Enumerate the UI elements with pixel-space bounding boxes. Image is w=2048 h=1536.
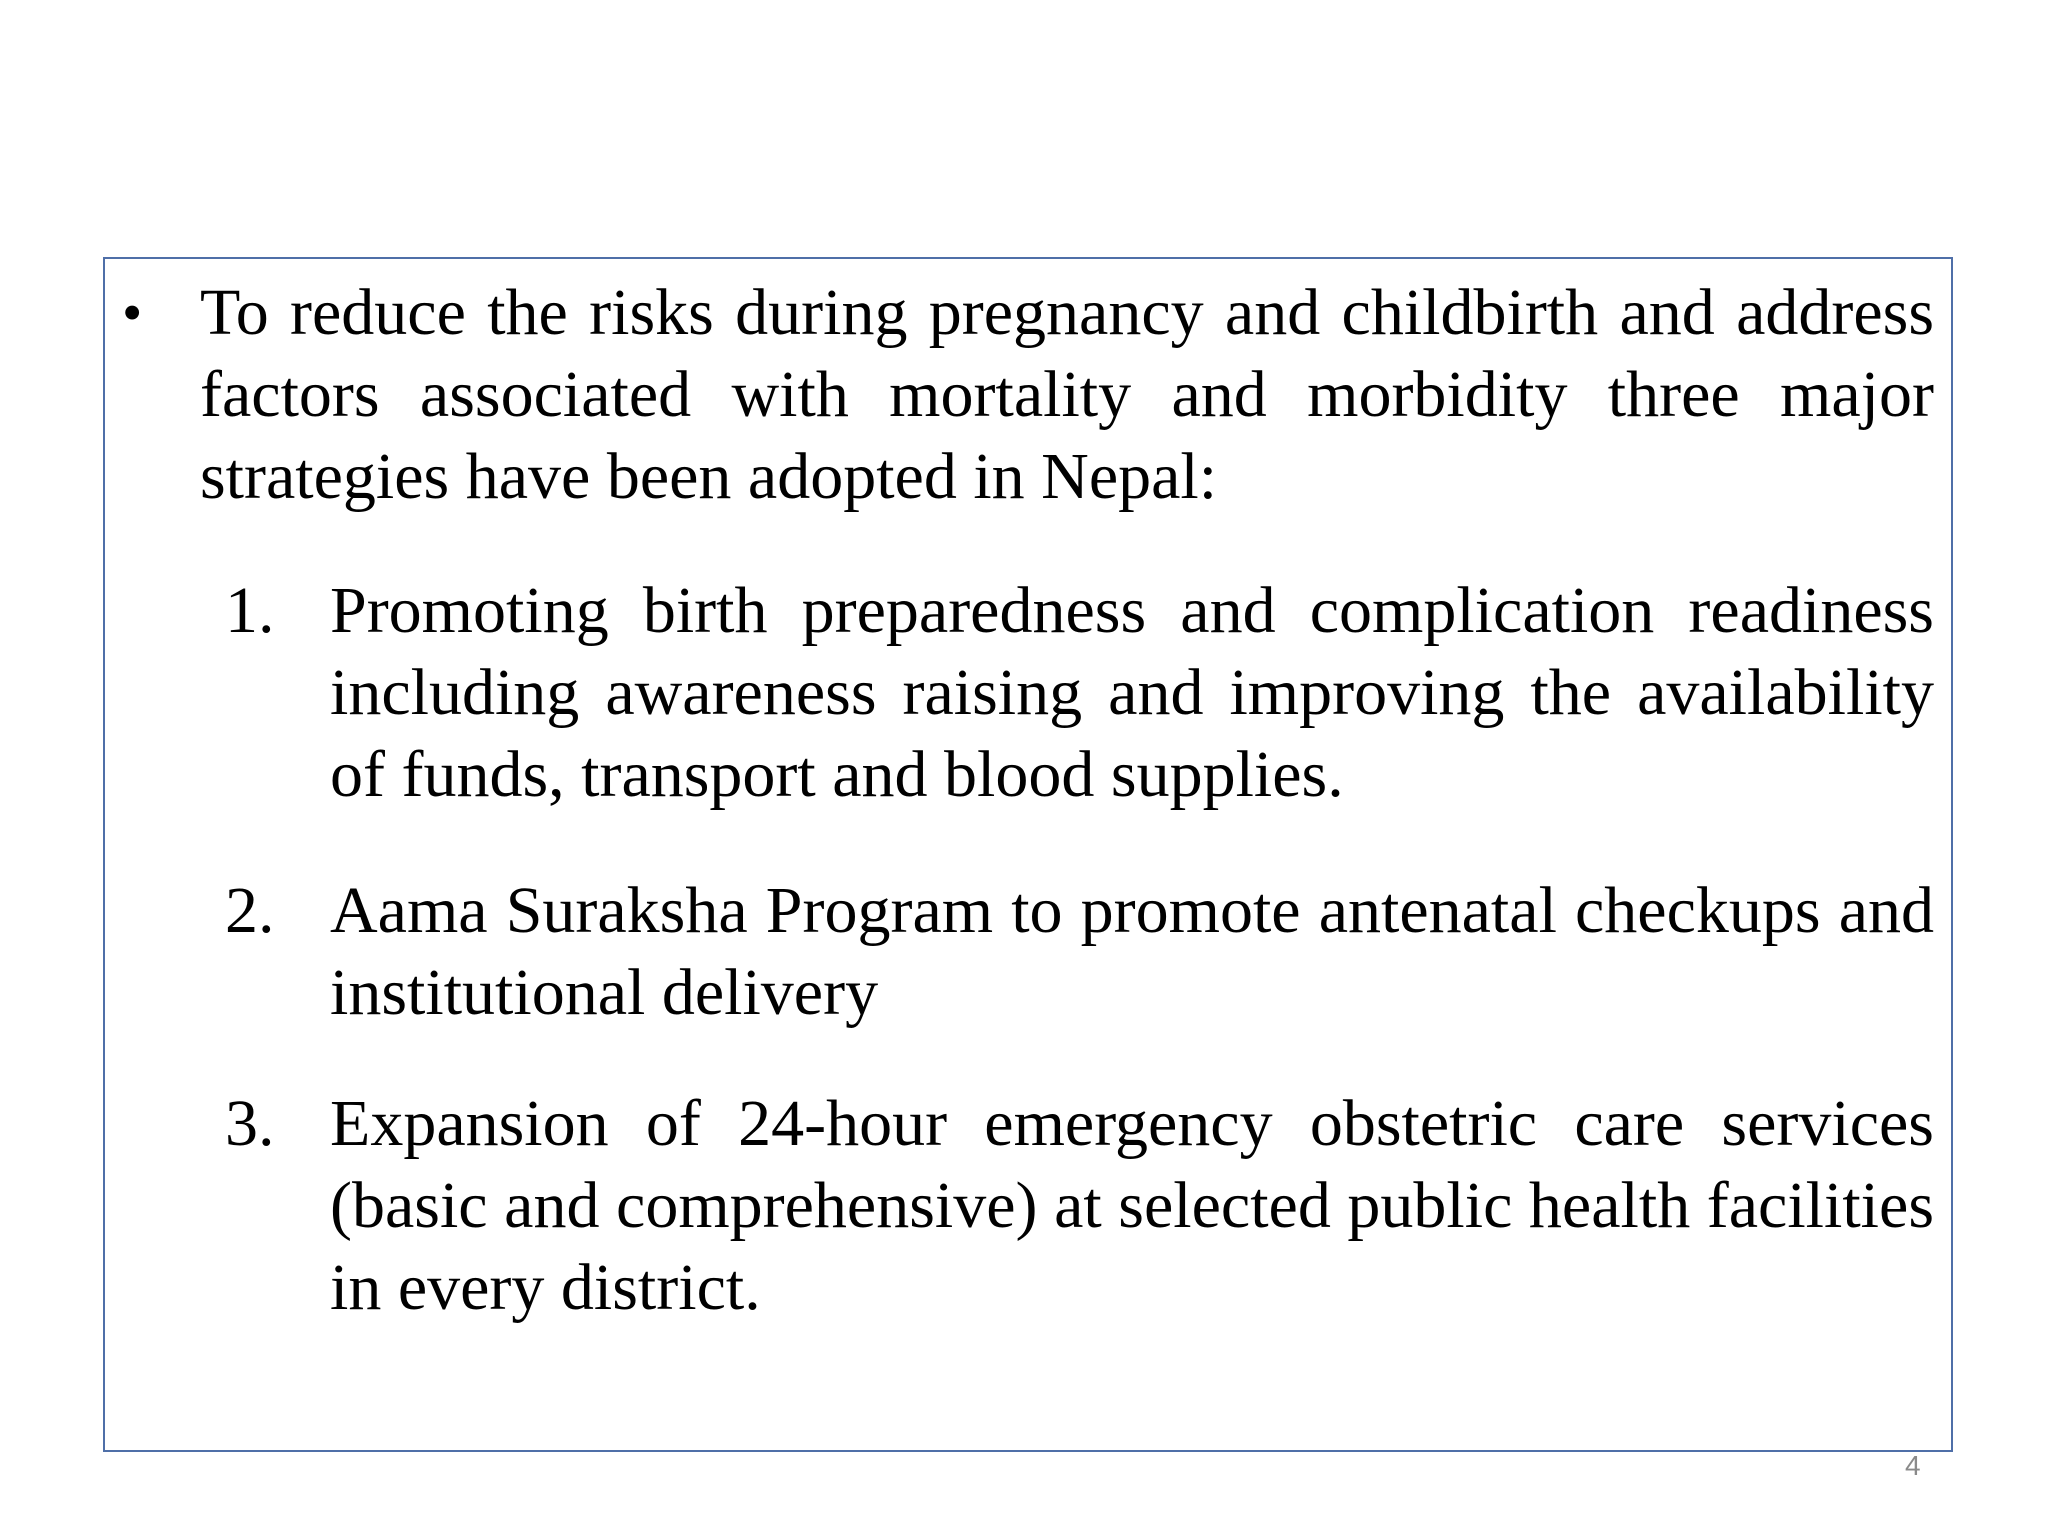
bullet-dot: • [122,280,143,345]
strategy-text-1: Promoting birth preparedness and complication readiness including awareness raising and improving the availability of funds, transport and blood supplies. [330,574,1934,811]
strategy-text-3: Expansion of 24-hour emergency obstetric care services (basic and comprehensive) at selected public health facilities in every district. [330,1087,1934,1324]
intro-text: To reduce the risks during pregnancy and childbirth and address factors associated with mortality and morbidity three major strategies have been adopted in Nepal: [200,276,1934,513]
strategy-text-2: Aama Suraksha Program to promote antenatal checkups and institutional delivery [330,874,1934,1029]
strategy-number-2: 2. [225,874,275,947]
strategy-number-1: 1. [225,574,275,647]
page-number: 4 [1905,1450,1921,1481]
strategy-number-3: 3. [225,1087,275,1160]
